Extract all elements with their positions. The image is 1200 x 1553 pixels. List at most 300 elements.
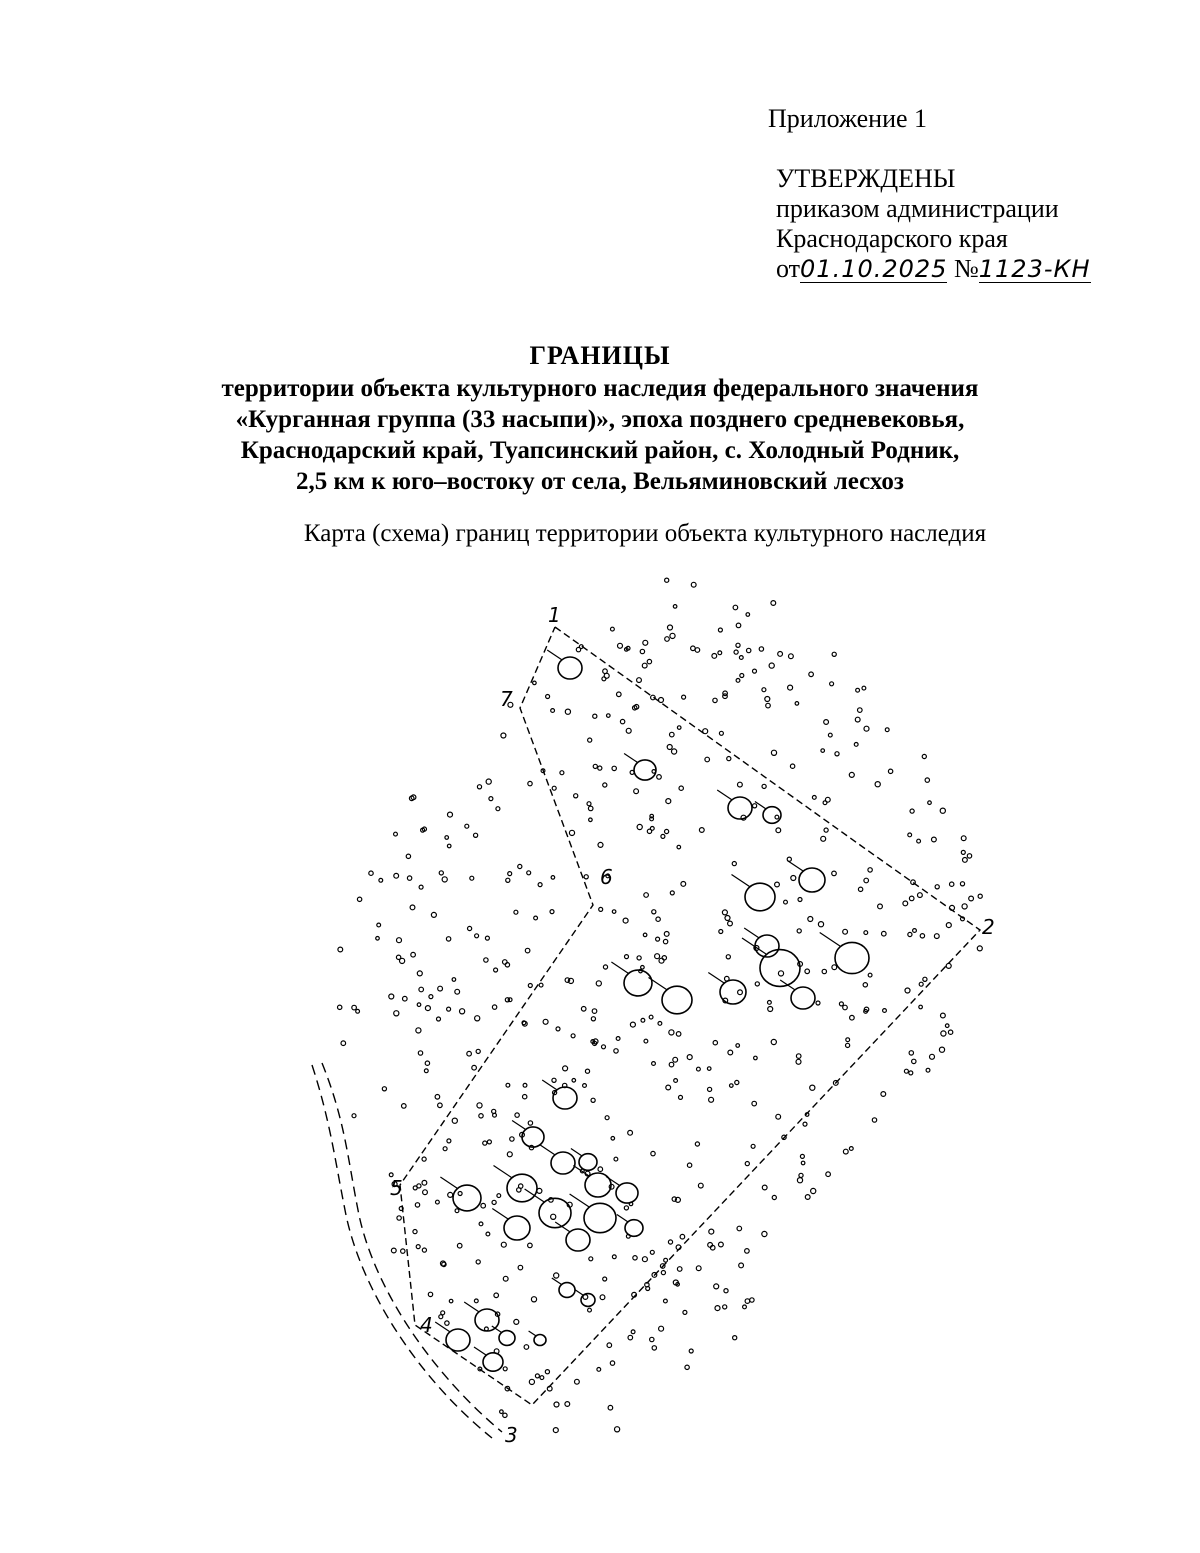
- tree-dot: [612, 766, 616, 770]
- tree-dot: [682, 695, 686, 699]
- order-line: [776, 254, 1091, 284]
- tree-dot: [685, 1365, 689, 1369]
- tree-dot: [799, 1173, 803, 1177]
- tree-dot: [486, 1232, 490, 1236]
- tree-dot: [941, 1013, 946, 1018]
- road-edge-right: [322, 1063, 502, 1432]
- boundary-line: [400, 627, 980, 1405]
- tree-dot: [422, 1248, 426, 1252]
- tree-dot: [673, 1057, 678, 1062]
- tree-dot: [506, 878, 510, 882]
- tree-dot: [546, 695, 550, 699]
- tree-dot: [411, 952, 416, 957]
- tree-dot: [407, 876, 411, 880]
- tree-dot: [647, 659, 651, 663]
- tree-dot: [356, 1009, 360, 1013]
- tree-dot: [644, 893, 649, 898]
- tree-dot: [713, 698, 717, 702]
- tree-dot: [588, 738, 592, 742]
- tree-dot: [695, 1142, 699, 1146]
- tree-dot: [591, 1098, 595, 1102]
- mound: [539, 1198, 571, 1227]
- tree-dot: [438, 1103, 443, 1108]
- mound-leader: [474, 1347, 486, 1355]
- tree-dot: [553, 1428, 558, 1433]
- tree-dot: [689, 1349, 693, 1353]
- tree-dot: [470, 876, 474, 880]
- tree-dot: [652, 1346, 656, 1350]
- tree-dot: [918, 893, 923, 898]
- tree-dot: [447, 1139, 451, 1143]
- tree-dot: [864, 726, 869, 731]
- mound: [728, 797, 752, 819]
- tree-dot: [657, 775, 662, 780]
- tree-dot: [535, 1374, 539, 1378]
- tree-dot: [659, 698, 664, 703]
- tree-dot: [677, 726, 681, 730]
- tree-dot: [476, 1049, 480, 1053]
- tree-dot: [655, 954, 660, 959]
- tree-dot: [669, 1062, 674, 1067]
- tree-dot: [846, 1038, 850, 1042]
- tree-dot: [584, 875, 588, 879]
- tree-dot: [803, 1122, 807, 1126]
- tree-dot: [503, 960, 508, 965]
- tree-dot: [885, 728, 889, 732]
- tree-dot: [733, 605, 738, 610]
- tree-dot: [923, 977, 927, 981]
- tree-dot: [676, 1032, 681, 1037]
- tree-dot: [778, 971, 783, 976]
- tree-dot: [554, 1402, 559, 1407]
- tree-dot: [677, 845, 681, 849]
- tree-dot: [605, 1116, 609, 1120]
- tree-dot: [743, 1305, 747, 1309]
- tree-dot: [801, 1161, 805, 1165]
- boundary-polygon: [400, 627, 980, 1405]
- tree-dot: [593, 714, 597, 718]
- tree-dot: [644, 1039, 648, 1043]
- tree-dot: [832, 652, 836, 656]
- tree-dot: [709, 1097, 714, 1102]
- tree-dot: [650, 817, 654, 821]
- tree-dot: [935, 885, 939, 889]
- tree-dot: [446, 937, 450, 941]
- tree-dot: [738, 782, 743, 787]
- tree-dot: [925, 778, 929, 782]
- tree-dot: [429, 995, 433, 999]
- tree-dot: [460, 1009, 465, 1014]
- tree-dot: [523, 1095, 527, 1099]
- tree-dot: [494, 1293, 499, 1298]
- tree-dot: [715, 1306, 720, 1311]
- mound: [558, 657, 582, 679]
- tree-dot: [479, 1222, 483, 1226]
- tree-dot: [726, 955, 730, 959]
- tree-dot: [769, 663, 774, 668]
- tree-dot: [377, 923, 381, 927]
- tree-dot: [607, 1343, 612, 1348]
- tree-dot: [514, 910, 518, 914]
- tree-dot: [691, 582, 696, 587]
- tree-dot: [735, 1080, 739, 1084]
- tree-dot: [766, 703, 771, 708]
- tree-dot: [658, 1022, 662, 1026]
- tree-dot: [858, 887, 862, 891]
- tree-dot: [681, 882, 686, 887]
- tree-dot: [625, 955, 629, 959]
- tree-dot: [730, 1084, 734, 1088]
- tree-dot: [882, 931, 887, 936]
- tree-dot: [341, 1041, 346, 1046]
- tree-dot: [633, 1256, 637, 1260]
- tree-dot: [835, 752, 839, 756]
- point-label: 3: [505, 1423, 518, 1447]
- tree-dot: [919, 1005, 923, 1009]
- tree-dot: [631, 1330, 635, 1334]
- tree-dot: [775, 882, 780, 887]
- approved-heading: УТВЕРЖДЕНЫ: [776, 164, 956, 193]
- tree-dot: [652, 1062, 656, 1066]
- tree-dot: [501, 1242, 506, 1247]
- tree-dot: [736, 679, 740, 683]
- mound: [446, 1329, 470, 1351]
- tree-dot: [550, 910, 554, 914]
- tree-dot: [843, 1149, 848, 1154]
- tree-dot: [608, 1405, 613, 1410]
- tree-dot: [696, 1266, 701, 1271]
- tree-dot: [656, 917, 660, 921]
- tree-dot: [830, 682, 834, 686]
- tree-dot: [506, 1083, 510, 1087]
- tree-dot: [528, 984, 532, 988]
- tree-dot: [864, 878, 869, 883]
- mound: [835, 942, 869, 973]
- tree-dot: [443, 1147, 447, 1151]
- tree-dot: [771, 750, 776, 755]
- tree-dot: [505, 998, 509, 1002]
- tree-dot: [930, 1054, 935, 1059]
- tree-dot: [679, 1095, 683, 1099]
- tree-dot: [389, 994, 394, 999]
- tree-dot: [864, 931, 868, 935]
- tree-dot: [637, 678, 642, 683]
- tree-dot: [941, 1031, 946, 1036]
- tree-dot: [824, 828, 828, 832]
- tree-dot: [485, 936, 489, 940]
- tree-dot: [402, 1104, 407, 1109]
- tree-dot: [849, 1147, 853, 1151]
- tree-dot: [745, 1299, 750, 1304]
- tree-dot: [534, 916, 538, 920]
- tree-dot: [728, 1050, 733, 1055]
- tree-dot: [338, 1005, 342, 1009]
- mound-leader: [611, 962, 628, 973]
- mound: [551, 1152, 575, 1174]
- tree-dot: [447, 844, 451, 848]
- tree-dot: [755, 982, 759, 986]
- map-subtitle: Карта (схема) границ территории объекта культурного наследия: [303, 520, 987, 547]
- tree-dot: [615, 1427, 620, 1432]
- tree-dot: [551, 876, 555, 880]
- tree-dot: [818, 922, 823, 927]
- tree-dot: [797, 1178, 802, 1183]
- tree-dot: [922, 754, 926, 758]
- tree-dot: [560, 771, 564, 775]
- tree-dot: [592, 1009, 597, 1014]
- tree-dot: [507, 1152, 512, 1157]
- tree-dot: [905, 988, 910, 993]
- tree-dot: [448, 812, 453, 817]
- mound-leader: [717, 790, 731, 800]
- tree-dot: [419, 885, 423, 889]
- tree-dot: [868, 868, 872, 872]
- tree-dot: [425, 1061, 429, 1065]
- tree-dot: [552, 786, 556, 790]
- tree-dot: [687, 1055, 692, 1060]
- title-line-1: территории объекта культурного наследия федерального значения: [221, 375, 979, 402]
- tree-dot: [472, 1065, 477, 1070]
- tree-dot: [616, 1037, 620, 1041]
- tree-dot: [603, 783, 607, 787]
- tree-dot: [424, 1069, 428, 1073]
- order-date: 01.10.2025: [800, 255, 948, 283]
- tree-dot: [575, 1379, 580, 1384]
- tree-dot: [904, 1069, 908, 1073]
- point-label: 1: [548, 603, 561, 627]
- tree-dot: [739, 656, 743, 660]
- tree-dot: [839, 1002, 843, 1006]
- tree-dot: [612, 1255, 616, 1259]
- tree-dot: [798, 898, 802, 902]
- mound-leader: [732, 875, 750, 887]
- tree-dot: [576, 647, 580, 651]
- tree-dot: [612, 910, 616, 914]
- mound: [791, 987, 815, 1009]
- tree-dot: [522, 1021, 527, 1026]
- tree-dot: [670, 732, 675, 737]
- tree-dot: [585, 1069, 589, 1073]
- tree-dot: [474, 833, 478, 837]
- tree-dot: [909, 1051, 913, 1055]
- tree-dot: [439, 871, 443, 875]
- tree-dot: [659, 958, 664, 963]
- tree-dot: [591, 1017, 595, 1021]
- tree-dot: [475, 1016, 480, 1021]
- tree-dot: [634, 789, 639, 794]
- tree-dot: [714, 1284, 719, 1289]
- tree-dot: [928, 801, 932, 805]
- tree-dot: [415, 1203, 419, 1207]
- tree-dot: [854, 743, 858, 747]
- tree-dot: [776, 828, 781, 833]
- tree-dot: [908, 833, 912, 837]
- tree-dot: [479, 1114, 483, 1118]
- tree-dot: [740, 674, 744, 678]
- road-edge-left: [312, 1065, 492, 1438]
- boundary-map: [0, 560, 1200, 1553]
- tree-dot: [623, 918, 628, 923]
- tree-dot: [796, 1054, 801, 1059]
- approved-by-line-1: приказом администрации: [776, 194, 1059, 223]
- tree-dot: [352, 1114, 356, 1118]
- tree-dot: [762, 1231, 767, 1236]
- mounds: [435, 650, 869, 1371]
- tree-dot: [699, 828, 704, 833]
- mound-leader: [575, 1290, 583, 1296]
- mound: [453, 1185, 481, 1211]
- tree-dot: [932, 837, 937, 842]
- tree-dot: [569, 830, 574, 835]
- appendix-label: Приложение 1: [768, 104, 928, 133]
- tree-dot: [394, 832, 398, 836]
- mound-leader: [494, 1166, 512, 1178]
- tree-dot: [775, 815, 779, 819]
- tree-dot: [587, 802, 591, 806]
- tree-dot: [664, 932, 669, 937]
- tree-dot: [709, 1229, 714, 1234]
- tree-dot: [628, 1130, 633, 1135]
- tree-dot: [588, 1308, 592, 1312]
- tree-dot: [824, 720, 829, 725]
- tree-dot: [665, 578, 669, 582]
- tree-dot: [659, 1326, 664, 1331]
- tree-dot: [528, 781, 532, 785]
- tree-dot: [765, 697, 770, 702]
- tree-dot: [850, 1015, 855, 1020]
- tree-dot: [805, 1195, 810, 1200]
- tree-dot: [872, 1118, 876, 1122]
- tree-dot: [379, 878, 383, 882]
- tree-dot: [551, 709, 555, 713]
- tree-dot: [652, 910, 656, 914]
- tree-dot: [417, 971, 422, 976]
- mound-leader: [708, 973, 724, 983]
- tree-dot: [438, 986, 443, 991]
- tree-dot: [934, 934, 939, 939]
- mound: [499, 1331, 515, 1346]
- tree-dot: [687, 1163, 691, 1167]
- tree-dot: [572, 1079, 576, 1083]
- tree-dot: [862, 686, 866, 690]
- tree-dot: [863, 983, 867, 987]
- tree-dot: [598, 1167, 603, 1172]
- tree-dot: [514, 1319, 519, 1324]
- tree-dot: [672, 749, 677, 754]
- tree-dot: [528, 1243, 533, 1248]
- mound: [625, 1220, 643, 1237]
- tree-dot: [650, 1250, 654, 1254]
- tree-dot: [352, 1005, 357, 1010]
- tree-dot: [946, 923, 951, 928]
- tree-dot: [382, 1087, 386, 1091]
- tree-dot: [624, 1206, 628, 1210]
- tree-dot: [961, 850, 965, 854]
- tree-dot: [600, 1295, 605, 1300]
- tree-dot: [821, 836, 826, 841]
- tree-dot: [525, 948, 530, 953]
- tree-dot: [903, 901, 908, 906]
- tree-dot: [626, 728, 631, 733]
- tree-dot: [719, 1242, 724, 1247]
- mound: [559, 1283, 575, 1298]
- tree-dot: [588, 806, 593, 811]
- mound: [662, 986, 692, 1014]
- tree-dot: [669, 1030, 674, 1035]
- tree-dot: [754, 1056, 758, 1060]
- tree-dot: [551, 1214, 556, 1219]
- tree-dot: [759, 647, 763, 651]
- tree-dot: [809, 672, 814, 677]
- tree-dot: [733, 1336, 737, 1340]
- mound: [763, 807, 781, 824]
- mound-leader: [617, 1215, 628, 1222]
- tree-dot: [637, 956, 641, 960]
- tree-dot: [719, 731, 723, 735]
- tree-dot: [376, 937, 380, 941]
- tree-dot: [666, 799, 671, 804]
- tree-dot: [603, 669, 608, 674]
- tree-dot: [776, 1114, 781, 1119]
- tree-dot: [642, 663, 647, 668]
- tree-dot: [581, 1007, 586, 1012]
- tree-dot: [724, 1289, 728, 1293]
- tree-dot: [394, 873, 399, 878]
- tree-dot: [617, 692, 622, 697]
- tree-dot: [533, 681, 537, 685]
- tree-dot: [939, 1047, 944, 1052]
- tree-dot: [878, 904, 883, 909]
- mound: [566, 1229, 590, 1251]
- mound-leader: [540, 1145, 554, 1155]
- approved-by-line-2: Краснодарского края: [776, 224, 1008, 253]
- mound-leader: [787, 861, 803, 871]
- tree-dot: [614, 1049, 618, 1053]
- tree-dot: [718, 651, 722, 655]
- tree-dot: [912, 1059, 916, 1063]
- tree-dot: [501, 733, 506, 738]
- tree-dot: [565, 1402, 570, 1407]
- tree-dot: [772, 1195, 776, 1199]
- tree-dot: [917, 839, 921, 843]
- tree-dot: [832, 871, 837, 876]
- tree-dot: [416, 1245, 420, 1249]
- tree-dot: [736, 1044, 740, 1048]
- tree-dot: [539, 983, 543, 987]
- tree-dot: [913, 929, 917, 933]
- mound: [584, 1203, 616, 1232]
- tree-dot: [599, 907, 603, 911]
- tree-dot: [468, 926, 472, 930]
- tree-dot: [713, 1041, 717, 1045]
- mound: [504, 1216, 530, 1240]
- tree-dot: [811, 1188, 816, 1193]
- tree-dot: [909, 896, 914, 901]
- tree-dot: [611, 1137, 615, 1141]
- tree-dot: [563, 1066, 568, 1071]
- tree-dot: [528, 1121, 532, 1125]
- tree-dot: [417, 1003, 421, 1007]
- tree-dot: [962, 904, 967, 909]
- tree-dot: [397, 1216, 401, 1220]
- tree-dot: [881, 1092, 886, 1097]
- tree-dot: [705, 757, 710, 762]
- title-main: ГРАНИЦЫ: [529, 341, 671, 370]
- tree-dot: [543, 1019, 548, 1024]
- mound: [483, 1353, 503, 1371]
- tree-dot: [481, 1203, 486, 1208]
- tree-dot: [823, 801, 827, 805]
